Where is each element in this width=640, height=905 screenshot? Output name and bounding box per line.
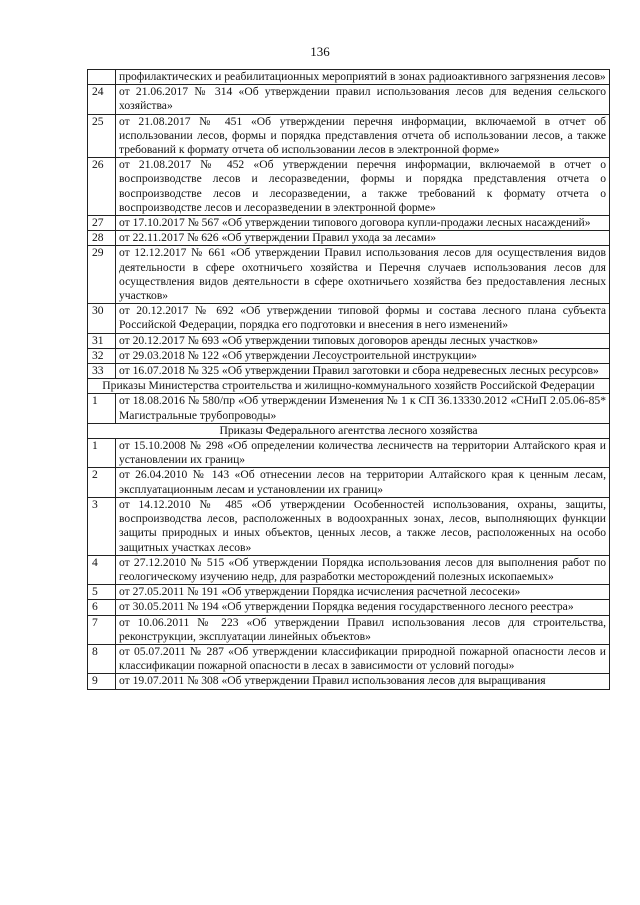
- row-number: 28: [88, 231, 116, 246]
- row-number: 24: [88, 85, 116, 114]
- page-number: 136: [310, 44, 330, 59]
- table-row: [88, 85, 610, 114]
- table-row: [88, 348, 610, 363]
- section-header-row: [88, 379, 610, 394]
- act-description: от 29.03.2018 № 122 «Об утверждении Лесоустроительной инструкции»: [116, 348, 610, 363]
- table-row: [88, 394, 610, 423]
- row-number: 5: [88, 585, 116, 600]
- legal-acts-table-body: [88, 70, 610, 690]
- table-row: [88, 555, 610, 584]
- row-number: 25: [88, 114, 116, 158]
- row-number: [88, 70, 116, 85]
- table-row: [88, 333, 610, 348]
- act-description: от 15.10.2008 № 298 «Об определении количества лесничеств на территории Алтайского края и установлении их границ»: [116, 439, 610, 468]
- row-number: 32: [88, 348, 116, 363]
- act-description: от 05.07.2011 № 287 «Об утверждении классификации природной пожарной опасности лесов и классификации пожарной опасности в лесах в зависимости от условий погоды»: [116, 644, 610, 673]
- table-row: [88, 246, 610, 304]
- act-description: от 22.11.2017 № 626 «Об утверждении Правил ухода за лесами»: [116, 231, 610, 246]
- act-description: от 26.04.2010 № 143 «Об отнесении лесов на территории Алтайского края к ценным лесам, эксплуатационным лесам и установлении их границ»: [116, 468, 610, 497]
- act-description: от 27.12.2010 № 515 «Об утверждении Порядка использования лесов для выполнения работ по геологическому изучению недр, для разработки месторождений полезных ископаемых»: [116, 555, 610, 584]
- table-row: [88, 585, 610, 600]
- table-row: [88, 439, 610, 468]
- row-number: 1: [88, 439, 116, 468]
- act-description: от 10.06.2011 № 223 «Об утверждении Правил использования лесов для строительства, реконструкции, эксплуатации линейных объектов»: [116, 615, 610, 644]
- act-description: от 30.05.2011 № 194 «Об утверждении Порядка ведения государственного лесного реестра»: [116, 600, 610, 615]
- row-number: 31: [88, 333, 116, 348]
- table-row: [88, 158, 610, 216]
- row-number: 1: [88, 394, 116, 423]
- act-description: от 20.12.2017 № 692 «Об утверждении типовой формы и состава лесного плана субъекта Российской Федерации, порядка его подготовки и внесения в него изменений»: [116, 304, 610, 333]
- table-row: [88, 468, 610, 497]
- row-number: 33: [88, 364, 116, 379]
- row-number: 27: [88, 216, 116, 231]
- act-description: от 12.12.2017 № 661 «Об утверждении Правил использования лесов для осуществления видов деятельности в сфере охотничьего хозяйства и Перечня случаев использования лесов для осуществления видов деятельности в сфере охотничьего хозяйства без предоставления лесных участков»: [116, 246, 610, 304]
- row-number: 7: [88, 615, 116, 644]
- act-description: от 18.08.2016 № 580/пр «Об утверждении Изменения № 1 к СП 36.13330.2012 «СНиП 2.05.06-85* Магистральные трубопроводы»: [116, 394, 610, 423]
- row-number: 29: [88, 246, 116, 304]
- act-description: от 17.10.2017 № 567 «Об утверждении типового договора купли-продажи лесных насаждений»: [116, 216, 610, 231]
- row-number: 8: [88, 644, 116, 673]
- row-number: 6: [88, 600, 116, 615]
- table-row: [88, 674, 610, 689]
- row-number: 3: [88, 497, 116, 555]
- act-description: от 21.08.2017 № 452 «Об утверждении перечня информации, включаемой в отчет о воспроизводстве лесов и лесоразведении, формы и порядка представления отчета о воспроизводстве лесов и лесоразведении, а также требований к формату отчета о воспроизводстве лесов и лесоразведении в электронной форме»: [116, 158, 610, 216]
- table-row: [88, 216, 610, 231]
- act-description: от 21.08.2017 № 451 «Об утверждении перечня информации, включаемой в отчет об использовании лесов, формы и порядка представления отчета об использовании лесов, а также требований к формату отчета об использовании лесов в электронной форме»: [116, 114, 610, 158]
- table-row: [88, 600, 610, 615]
- section-header-row: [88, 423, 610, 438]
- row-number: 2: [88, 468, 116, 497]
- table-row: [88, 304, 610, 333]
- act-description: от 20.12.2017 № 693 «Об утверждении типовых договоров аренды лесных участков»: [116, 333, 610, 348]
- act-description: от 16.07.2018 № 325 «Об утверждении Правил заготовки и сбора недревесных лесных ресурсов»: [116, 364, 610, 379]
- row-number: 9: [88, 674, 116, 689]
- act-description: от 21.06.2017 № 314 «Об утверждении правил использования лесов для ведения сельского хозяйства»: [116, 85, 610, 114]
- table-row: [88, 114, 610, 158]
- table-row: [88, 70, 610, 85]
- table-row: [88, 644, 610, 673]
- section-title: Приказы Министерства строительства и жилищно-коммунального хозяйств Российской Федерации: [88, 379, 610, 394]
- section-title: Приказы Федерального агентства лесного хозяйства: [88, 423, 610, 438]
- legal-acts-table: [87, 69, 610, 690]
- table-row: [88, 231, 610, 246]
- table-row: [88, 497, 610, 555]
- act-description: от 14.12.2010 № 485 «Об утверждении Особенностей использования, охраны, защиты, воспроизводства лесов, расположенных в водоохранных зонах, лесов, выполняющих функции защиты природных и иных объектов, ценных лесов, а также лесов, расположенных на особо защитных участках лесов»: [116, 497, 610, 555]
- row-number: 26: [88, 158, 116, 216]
- row-number: 30: [88, 304, 116, 333]
- row-number: 4: [88, 555, 116, 584]
- act-description: профилактических и реабилитационных мероприятий в зонах радиоактивного загрязнения лесов»: [116, 70, 610, 85]
- table-row: [88, 615, 610, 644]
- table-row: [88, 364, 610, 379]
- act-description: от 27.05.2011 № 191 «Об утверждении Порядка исчисления расчетной лесосеки»: [116, 585, 610, 600]
- act-description: от 19.07.2011 № 308 «Об утверждении Правил использования лесов для выращивания: [116, 674, 610, 689]
